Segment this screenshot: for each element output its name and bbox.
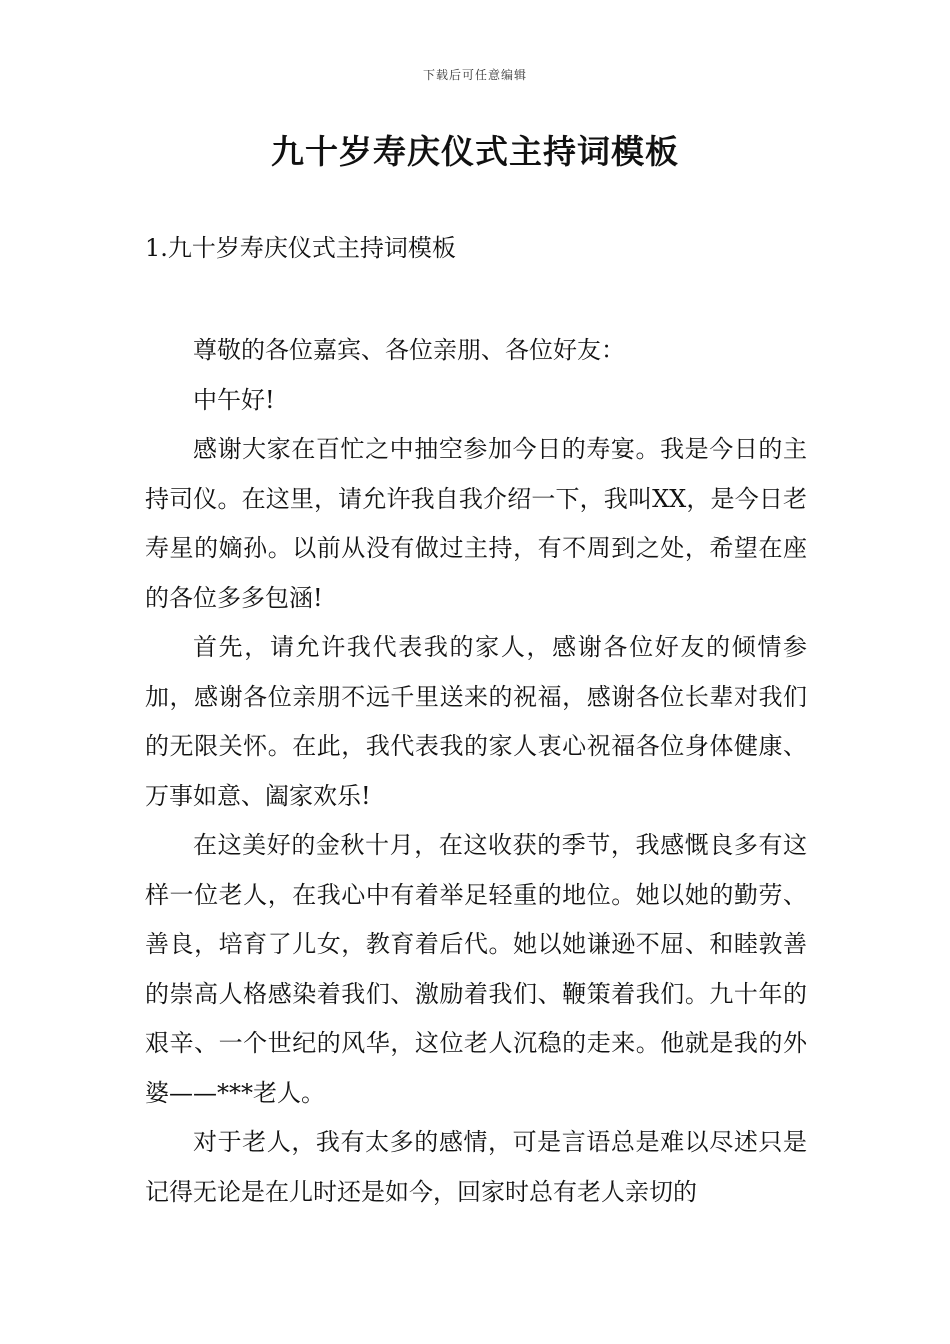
paragraph-noon-greeting: 中午好! <box>193 385 275 414</box>
paragraph-thanks: 首先，请允许我代表我的家人，感谢各位好友的倾情参加，感谢各位亲朋不远千里送来的祝福，感谢各位长辈对我们的无限关怀。在此，我代表我的家人衷心祝福各位身体健康、万事如意、阖家欢乐! <box>145 633 807 810</box>
paragraph-greeting: 尊敬的各位嘉宾、各位亲朋、各位好友： <box>193 336 625 364</box>
section-heading: 1.九十岁寿庆仪式主持词模板 <box>145 234 456 262</box>
paragraph-memories: 对于老人，我有太多的感情，可是言语总是难以尽述只是记得无论是在儿时还是如今，回家时总有老人亲切的 <box>145 1128 807 1206</box>
header-note: 下载后可任意编辑 <box>422 68 527 82</box>
body-text <box>145 326 807 1217</box>
paragraph-tribute: 在这美好的金秋十月，在这收获的季节，我感慨良多有这样一位老人，在我心中有着举足轻重的地位。她以她的勤劳、善良，培育了儿女，教育着后代。她以她谦逊不屈、和睦敦善的崇高人格感染着我们、激励着我们、鞭策着我们。九十年的艰辛、一个世纪的风华，这位老人沉稳的走来。他就是我的外婆——***老人。 <box>145 831 807 1107</box>
paragraph-introduction: 感谢大家在百忙之中抽空参加今日的寿宴。我是今日的主持司仪。在这里，请允许我自我介绍一下，我叫XX，是今日老寿星的嫡孙。以前从没有做过主持，有不周到之处，希望在座的各位多多包涵! <box>145 435 807 612</box>
document-title: 九十岁寿庆仪式主持词模板 <box>271 132 679 171</box>
